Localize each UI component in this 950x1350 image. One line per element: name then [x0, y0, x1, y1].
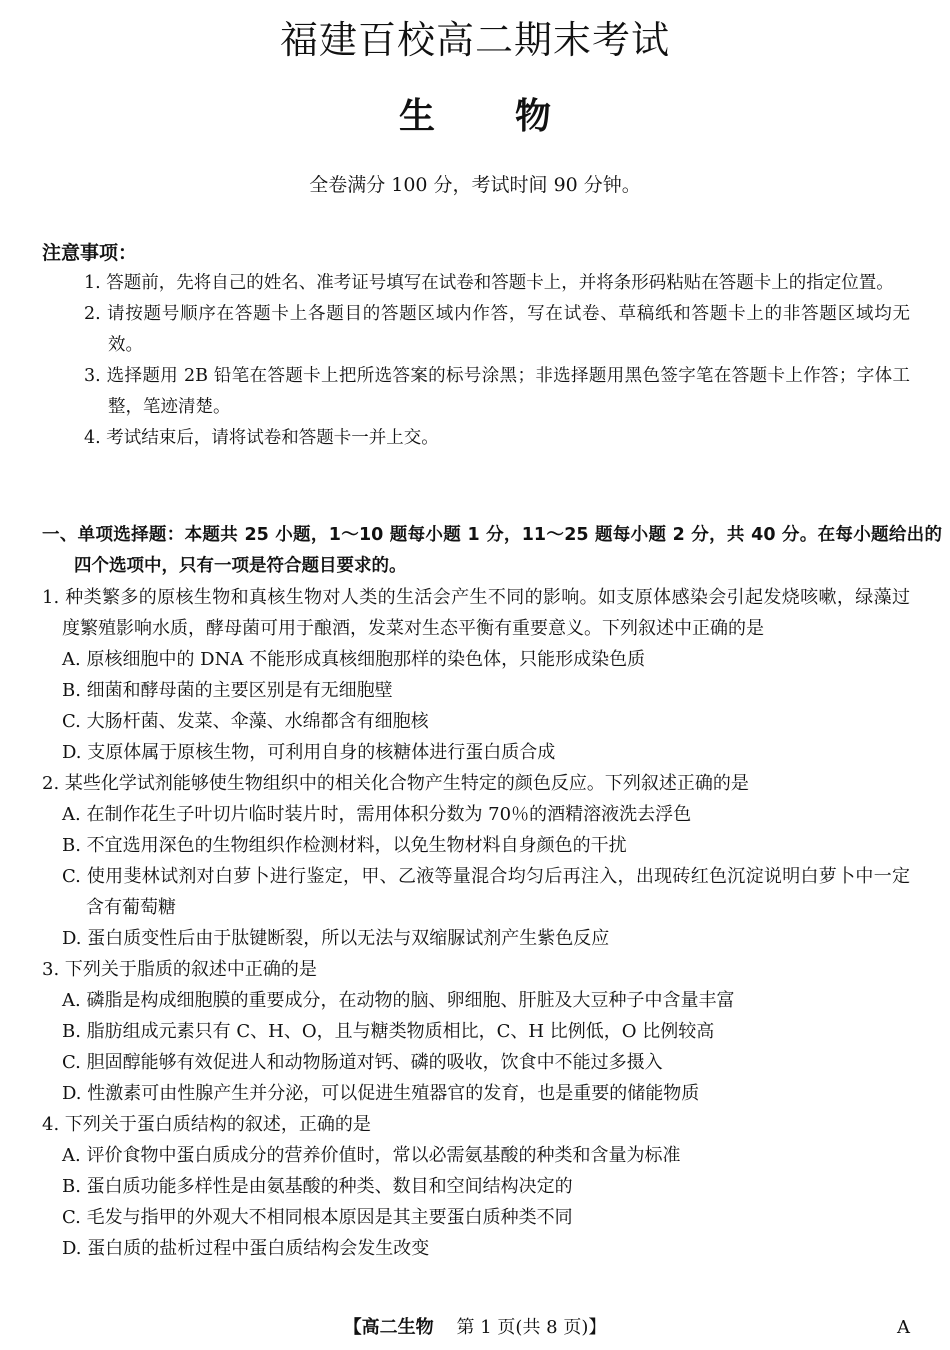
subject-title: 生物 [398, 96, 631, 137]
option-c: C. 大肠杆菌、发菜、伞藻、水绵都含有细胞核 [62, 711, 429, 732]
question-1 [42, 582, 910, 768]
option-c: C. 胆固醇能够有效促进人和动物肠道对钙、磷的吸收，饮食中不能过多摄入 [62, 1052, 663, 1073]
option-a: A. 在制作花生子叶切片临时装片时，需用体积分数为 70％的酒精溶液洗去浮色 [62, 804, 692, 825]
paper-version: A [897, 1317, 910, 1338]
footer-page-number: 第 1 页(共 8 页)】 [456, 1317, 607, 1338]
question-stem: 4. 下列关于蛋白质结构的叙述，正确的是 [42, 1114, 371, 1135]
notice-item: 3. 选择题用 2B 铅笔在答题卡上把所选答案的标号涂黑；非选择题用黑色签字笔在答题卡上作答；字体工整，笔迹清楚。 [84, 366, 910, 417]
option-b: B. 脂肪组成元素只有 C、H、O，且与糖类物质相比，C、H 比例低，O 比例较高 [62, 1021, 715, 1042]
footer-course: 【高二生物 [343, 1317, 434, 1338]
option-c: C. 使用斐林试剂对白萝卜进行鉴定，甲、乙液等量混合均匀后再注入，出现砖红色沉淀说明白萝卜中一定含有葡萄糖 [62, 866, 910, 918]
exam-meta: 全卷满分 100 分，考试时间 90 分钟。 [309, 174, 641, 196]
question-list [42, 582, 910, 1264]
section-heading: 一、单项选择题：本题共 25 小题，1～10 题每小题 1 分，11～25 题每小题 2 分，共 40 分。在每小题给出的四个选项中，只有一项是符合题目要求的。 [42, 525, 942, 576]
option-d: D. 蛋白质变性后由于肽键断裂，所以无法与双缩脲试剂产生紫色反应 [62, 928, 610, 949]
question-stem: 2. 某些化学试剂能够使生物组织中的相关化合物产生特定的颜色反应。下列叙述正确的是 [42, 773, 749, 794]
option-d: D. 支原体属于原核生物，可利用自身的核糖体进行蛋白质合成 [62, 742, 556, 763]
notice-list [84, 268, 910, 454]
option-d: D. 性激素可由性腺产生并分泌，可以促进生殖器官的发育，也是重要的储能物质 [62, 1083, 700, 1104]
option-a: A. 原核细胞中的 DNA 不能形成真核细胞那样的染色体，只能形成染色质 [62, 649, 646, 670]
question-stem: 3. 下列关于脂质的叙述中正确的是 [42, 959, 317, 980]
option-b: B. 不宜选用深色的生物组织作检测材料，以免生物材料自身颜色的干扰 [62, 835, 627, 856]
option-b: B. 细菌和酵母菌的主要区别是有无细胞壁 [62, 680, 393, 701]
notice-item: 2. 请按题号顺序在答题卡上各题目的答题区域内作答，写在试卷、草稿纸和答题卡上的非答题区域均无效。 [84, 304, 910, 355]
notice-title: 注意事项： [42, 242, 138, 264]
page-footer [0, 1314, 950, 1342]
option-a: A. 磷脂是构成细胞膜的重要成分，在动物的脑、卵细胞、肝脏及大豆种子中含量丰富 [62, 990, 735, 1011]
question-stem: 1. 种类繁多的原核生物和真核生物对人类的生活会产生不同的影响。如支原体感染会引起发烧咳嗽，绿藻过度繁殖影响水质，酵母菌可用于酿酒，发菜对生态平衡有重要意义。下列叙述中正确的是 [42, 587, 910, 639]
notice-item: 4. 考试结束后，请将试卷和答题卡一并上交。 [84, 428, 439, 448]
question-2 [42, 768, 910, 954]
exam-title: 福建百校高二期末考试 [279, 18, 670, 62]
notice-item: 1. 答题前，先将自己的姓名、准考证号填写在试卷和答题卡上，并将条形码粘贴在答题卡上的指定位置。 [84, 273, 894, 293]
option-c: C. 毛发与指甲的外观大不相同根本原因是其主要蛋白质种类不同 [62, 1207, 573, 1228]
question-4 [42, 1109, 910, 1264]
question-3 [42, 954, 910, 1109]
option-b: B. 蛋白质功能多样性是由氨基酸的种类、数目和空间结构决定的 [62, 1176, 573, 1197]
option-d: D. 蛋白质的盐析过程中蛋白质结构会发生改变 [62, 1238, 430, 1259]
option-a: A. 评价食物中蛋白质成分的营养价值时，常以必需氨基酸的种类和含量为标准 [62, 1145, 681, 1166]
